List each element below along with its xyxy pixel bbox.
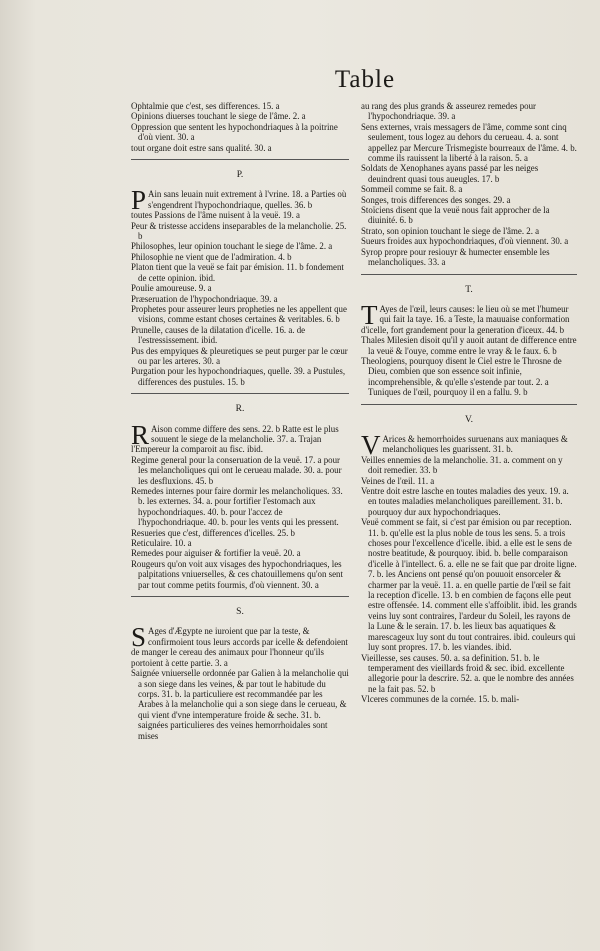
entry-text: Syrop propre pour resiouyr & humecter ensemble les melancholiques. 33. a bbox=[361, 246, 550, 268]
index-entry bbox=[361, 101, 577, 122]
drop-cap: R bbox=[131, 419, 150, 450]
index-entry bbox=[131, 304, 349, 325]
entry-text: Prophetes pour asseurer leurs propheties ne les appellent que visions, comme estant choses certaines & veritables. 6. b bbox=[131, 303, 347, 325]
index-entry bbox=[131, 325, 349, 346]
index-entry bbox=[131, 101, 349, 111]
entry-text: Sens externes, vrais messagers de l'âme, comme sont cinq seulement, tous logez au dehors du cerueau. 4. a. sont appellez par Mercure Trismegiste bourreaux de l'âme. 4. b. comme ils rauissent la liberté à la raison. 5. a bbox=[361, 121, 577, 164]
index-entry bbox=[361, 517, 577, 652]
entry-text: Stoïciens disent que la veuë nous fait approcher de la diuinité. 6. b bbox=[361, 205, 550, 226]
entry-text: Sueurs froides aux hypochondriaques, d'où viennent. 30. a bbox=[361, 236, 569, 247]
entry-text: Vlceres communes de la cornée. 15. b. mali- bbox=[361, 694, 520, 705]
entry-text: Ventre doit estre lasche en toutes maladies des yeux. 19. a. en toutes maladies melancholiques pareillement. 31. b. pourquoy dur aux hypochondriaques. bbox=[361, 486, 569, 517]
entry-text: Oppression que sentent les hypochondriaques à la poitrine d'où vient. 30. a bbox=[131, 121, 338, 143]
index-entry bbox=[361, 486, 577, 517]
entry-text: Opinions diuerses touchant le siege de l'âme. 2. a bbox=[131, 111, 306, 122]
entry-text: Platon tient que la veuë se fait par émision. 11. b fondement de cette opinion. ibid. bbox=[131, 262, 344, 283]
index-entry bbox=[131, 122, 349, 143]
index-column-left bbox=[131, 101, 349, 741]
entry-text: Purgation pour les hypochondriaques, quelle. 39. a Pustules, differences des pustules. 15. b bbox=[131, 366, 346, 387]
entry-text: Regime general pour la conseruation de la veuë. 17. a pour les melancholiques qui ont le cerueau malade. 30. a. pour les desfluxions. 45. b bbox=[131, 454, 342, 486]
index-entry bbox=[361, 236, 577, 246]
entry-text: Strato, son opinion touchant le siege de l'âme. 2. a bbox=[361, 225, 540, 236]
index-entry bbox=[361, 653, 577, 695]
entry-text: toutes Passions de l'âme nuisent à la veuë. 19. a bbox=[131, 210, 300, 221]
entry-text: Vieillesse, ses causes. 50. a. sa definition. 51. b. le temperament des vieillards froid & sec. ibid. excellente allegorie pour la descrire. 52. a. que le nombre des années ne la fait pas. 52. b bbox=[361, 652, 574, 694]
index-entry bbox=[361, 184, 577, 194]
entry-text: Peur & tristesse accidens inseparables de la melancholie. 25. b bbox=[131, 220, 347, 242]
index-entry bbox=[361, 455, 577, 476]
index-entry bbox=[131, 548, 349, 558]
index-entry bbox=[131, 143, 349, 153]
index-entry bbox=[131, 221, 349, 242]
entry-text: Songes, trois differences des songes. 29. a bbox=[361, 194, 511, 205]
entry-text: Arices & hemorrhoides suruenans aux maniaques & melancholiques les guarissent. 31. b. bbox=[382, 433, 568, 455]
entry-text: Veilles ennemies de la melancholie. 31. a. comment on y doit remedier. 33. b bbox=[361, 454, 563, 476]
index-entry bbox=[361, 335, 577, 356]
section-divider bbox=[131, 393, 349, 394]
drop-cap: T bbox=[361, 299, 378, 330]
index-entry bbox=[361, 226, 577, 236]
entry-text: Prunelle, causes de la dilatation d'icelle. 16. a. de l'estressissement. ibid. bbox=[131, 324, 306, 346]
index-entry bbox=[131, 346, 349, 367]
section-divider bbox=[131, 596, 349, 597]
index-entry bbox=[131, 455, 349, 486]
entry-text: tout organe doit estre sans qualité. 30. a bbox=[131, 142, 272, 153]
section-letter: R. bbox=[235, 404, 245, 415]
entry-text: Remedes internes pour faire dormir les melancholiques. 33. b. les externes. 34. a. pour fortifier l'estomach aux hypochondriaques. 40. b. pour l'accez de l'hypochondriaque. 40. b. pour les vents qui les pressent. bbox=[131, 486, 343, 528]
index-entry bbox=[361, 163, 577, 184]
index-column-right bbox=[361, 101, 577, 705]
index-entry bbox=[361, 195, 577, 205]
entry-text: Resueries que c'est, differences d'icelles. 25. b bbox=[131, 527, 295, 538]
entry-text: Remedes pour aiguiser & fortifier la veuë. 20. a bbox=[131, 548, 301, 559]
index-entry bbox=[131, 559, 349, 590]
index-entry bbox=[361, 476, 577, 486]
entry-text: Theologiens, pourquoy disent le Ciel estre le Throsne de Dieu, combien que son essence soit infinie, incomprehensible, & qu'elle s'estende par tout. 2. a Tuniques de l'œil, pourquoy il en a fallu. 9. b bbox=[361, 355, 562, 398]
entry-text: Pus des empyiques & pleuretiques se peut purger par le cœur ou par les arteres. 30. a bbox=[131, 345, 348, 366]
entry-text: Reticulaire. 10. a bbox=[131, 538, 192, 549]
section-divider bbox=[131, 159, 349, 160]
entry-text: Rougeurs qu'on voit aux visages des hypochondriaques, les palpitations vniuerselles, & ces chatouillemens qu'on sent par tout comme petits fourmis, d'où viennent. 30. a bbox=[131, 558, 343, 590]
entry-text: Ain sans leuain nuit extrement à l'vrine. 18. a Parties où s'engendrent l'hypochondriaque, quelles. 36. b bbox=[148, 189, 347, 210]
page-title: Table bbox=[334, 66, 396, 93]
section-divider bbox=[361, 274, 577, 275]
section-letter: V. bbox=[464, 414, 473, 425]
index-entry bbox=[131, 538, 349, 548]
entry-text: Soldats de Xenophanes ayans passé par les neiges deuindrent quasi tous aueugles. 17. b bbox=[361, 163, 539, 184]
drop-cap: V bbox=[361, 429, 381, 460]
section-letter: P. bbox=[236, 170, 244, 181]
section-letter: S. bbox=[236, 607, 244, 618]
index-entry bbox=[361, 122, 577, 164]
index-entry bbox=[131, 283, 349, 293]
entry-text: Ages d'Ægypte ne iuroient que par la teste, & confirmoient tous leurs accords par icelle & defendoient de manger le cereau des animaux pour l'honneur qu'ils portoient à cette partie. 3. a bbox=[131, 626, 348, 668]
entry-text: au rang des plus grands & asseurez remedes pour l'hypochondriaque. 39. a bbox=[361, 101, 536, 122]
index-entry bbox=[131, 294, 349, 304]
entry-text: Philosophie ne vient que de l'admiration. 4. b bbox=[131, 251, 292, 262]
entry-text: Sommeil comme se fait. 8. a bbox=[361, 184, 463, 195]
entry-text: Veuë comment se fait, si c'est par émision ou par reception. 11. b. qu'elle est la plus noble de tous les sens. 5. a trois choses pour l'excellence d'icelle. ibid. a elle est le sens de nostre beatitude, & pourquoy. ibid. b. belle comparaison d'icelle à l'intellect. 6. a. elle ne se fait que par droite ligne. 7. b. les Anciens ont pensé qu'on pouuoit ensorceler & charmer par la veuë. 11. a. en quelle partie de l'œil se fait la reception d'icelle. 13. b en combien de façons elle peut estre offensée. 14. comment elle s'affoiblit. ibid. les grands veins luy sont contraires, l'ardeur du Soleil, les rayons de la Lune & le serain. 17. b. les lieux bas aquatiques & marescageux luy sont du tout contraires. ibid. couleurs qui luy sont propres. 17. b. les viandes. ibid. bbox=[361, 517, 577, 653]
entry-text: Ayes de l'œil, leurs causes: le lieu où se met l'humeur qui fait la taye. 16. a Teste, la mauuaise conformation d'icelle, fort grandement pour la generation d'iceux. 44. b bbox=[361, 303, 570, 335]
index-entry bbox=[131, 622, 349, 668]
index-entry bbox=[131, 668, 349, 741]
entry-text: Thales Milesien disoit qu'il y auoit autant de difference entre la veuë & l'ouye, comme entre le vray & le faux. 6. b bbox=[361, 335, 577, 356]
drop-cap: S bbox=[131, 622, 147, 653]
index-entry bbox=[361, 299, 577, 335]
index-entry bbox=[131, 486, 349, 528]
index-entry bbox=[131, 210, 349, 220]
index-entry bbox=[131, 419, 349, 455]
index-entry bbox=[131, 528, 349, 538]
index-entry bbox=[131, 241, 349, 251]
index-entry bbox=[361, 356, 577, 398]
entry-text: Poulie amoureuse. 9. a bbox=[131, 283, 212, 294]
entry-text: Philosophes, leur opinion touchant le siege de l'âme. 2. a bbox=[131, 241, 333, 252]
index-entry bbox=[361, 205, 577, 226]
drop-cap: P bbox=[131, 185, 147, 216]
entry-text: Ophtalmie que c'est, ses differences. 15. a bbox=[131, 101, 280, 111]
index-entry bbox=[131, 252, 349, 262]
entry-text: Præseruation de l'hypochondriaque. 39. a bbox=[131, 293, 278, 304]
index-entry bbox=[361, 247, 577, 268]
index-entry bbox=[131, 262, 349, 283]
entry-text: Saignée vniuerselle ordonnée par Galien à la melancholie qui a son siege dans les veines, & par tout le habitude du corps. 31. b. la particuliere est recommandée par les Arabes à la melancholie qui a son siege dans le cerueau, & qui vient d'vne intemperature froide & seche. 31. b. saignées particulieres des veines hemorrhoidales sont mises bbox=[131, 668, 349, 741]
index-entry bbox=[131, 111, 349, 121]
section-divider bbox=[361, 404, 577, 405]
entry-text: Veines de l'œil. 11. a bbox=[361, 475, 435, 486]
index-entry bbox=[361, 694, 577, 704]
section-letter: T. bbox=[465, 284, 473, 295]
entry-text: Aison comme differe des sens. 22. b Ratte est le plus souuent le siege de la melancholie. 37. a. Trajan l'Empereur la comparoit au fisc. ibid. bbox=[131, 423, 339, 455]
index-entry bbox=[361, 429, 577, 460]
index-entry bbox=[131, 366, 349, 387]
